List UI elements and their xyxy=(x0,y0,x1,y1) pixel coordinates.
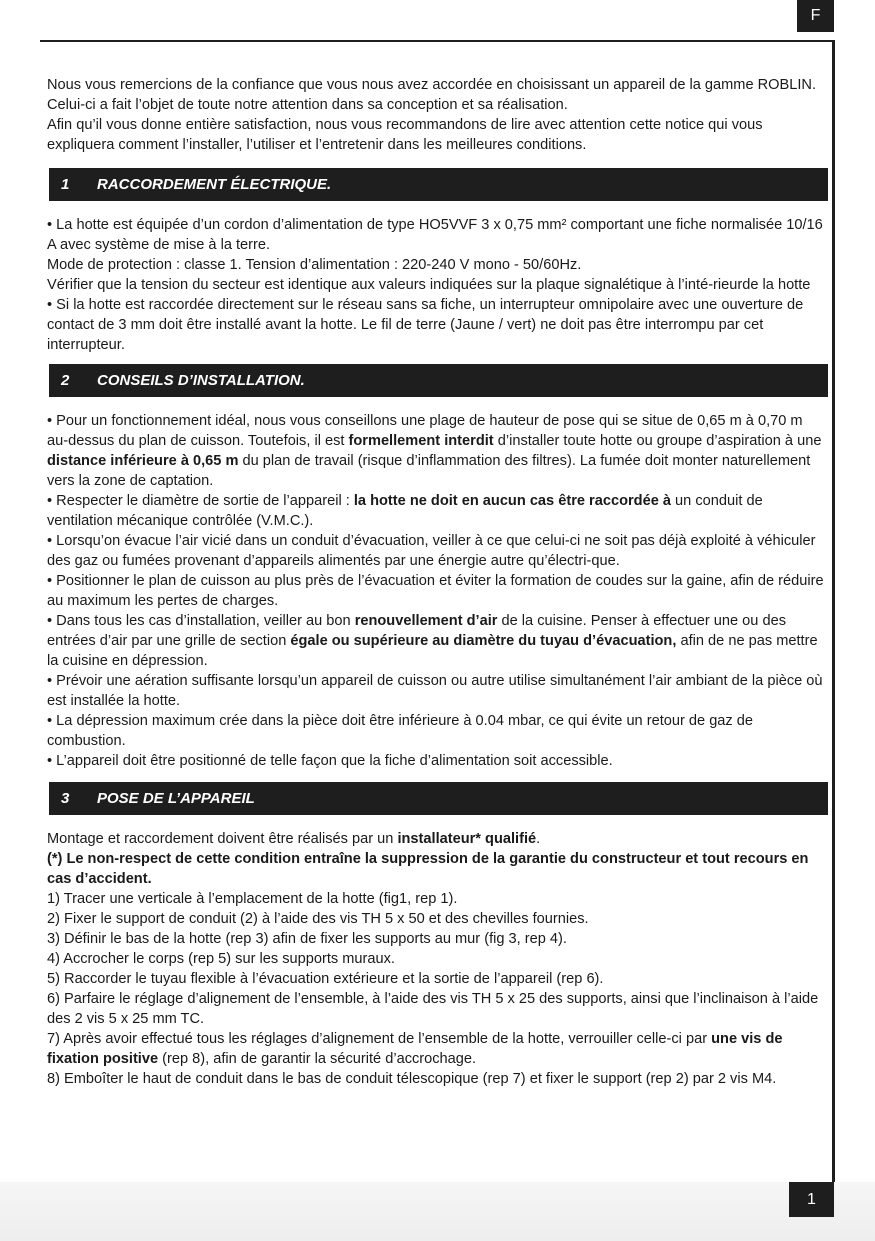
step: 5) Raccorder le tuyau flexible à l’évacuation extérieure et la sortie de l’appareil (rep 6). xyxy=(47,971,604,987)
section-number: 2 xyxy=(61,371,70,389)
step: 3) Définir le bas de la hotte (rep 3) afin de fixer les supports au mur (fig 3, rep 4). xyxy=(47,931,567,947)
text-run: de la cuisine. Penser à effectuer une ou des entrées d’air par une grille de section xyxy=(47,613,786,649)
bold-text: distance inférieure à 0,65 m xyxy=(47,453,239,469)
intro xyxy=(47,75,825,155)
paragraph xyxy=(47,411,825,491)
paragraph xyxy=(47,491,825,531)
paragraph: • La dépression maximum crée dans la pièce doit être inférieure à 0.04 mbar, ce qui évite un retour de gaz de combustion. xyxy=(47,713,754,749)
bold-text: renouvellement d’air xyxy=(354,613,498,629)
paragraph xyxy=(47,611,825,671)
intro-paragraph: Nous vous remercions de la confiance que vous nous avez accordée en choisissant un appareil de la gamme ROBLIN. xyxy=(47,77,817,93)
text-run: • Dans tous les cas d’installation, veiller au bon xyxy=(47,613,355,629)
paragraph: • Si la hotte est raccordée directement sur le réseau sans sa fiche, un interrupteur omnipolaire avec une ouverture de contact de 3 mm doit être installé avant la hotte. Le fil de terre (Jaune / vert) ne doit pas être interrompu par cet interrupteur. xyxy=(47,297,804,353)
bold-text: (*) Le non-respect de cette condition entraîne la suppression de la garantie du constructeur et tout recours en cas d’accident. xyxy=(47,851,809,887)
step: 2) Fixer le support de conduit (2) à l’aide des vis TH 5 x 50 et des chevilles fournies. xyxy=(47,911,589,927)
bold-text: installateur* qualifié xyxy=(397,831,537,847)
paragraph: • Positionner le plan de cuisson au plus près de l’évacuation et éviter la formation de coudes sur la gaine, afin de réduire au maximum les pertes de charges. xyxy=(47,573,824,609)
bold-text: égale ou supérieure au diamètre du tuyau d’évacuation, xyxy=(290,633,677,649)
paragraph: Mode de protection : classe 1. Tension d’alimentation : 220-240 V mono - 50/60Hz. xyxy=(47,257,582,273)
text-run: • Respecter le diamètre de sortie de l’appareil : xyxy=(47,493,354,509)
text-run: . xyxy=(536,831,541,847)
section-body-2 xyxy=(47,411,825,771)
page-number xyxy=(789,1182,834,1217)
bold-text: une vis de fixation positive xyxy=(47,1031,783,1067)
text-run: • Pour un fonctionnement idéal, nous vous conseillons une plage de hauteur de pose qui se situe de 0,65 m à 0,70 m au-dessus du plan de cuisson. Toutefois, il est xyxy=(47,413,803,449)
section-title: CONSEILS D’INSTALLATION. xyxy=(97,371,305,389)
step xyxy=(47,1029,825,1069)
footer-band xyxy=(0,1182,875,1241)
bold-text: la hotte ne doit en aucun cas être raccordée à xyxy=(353,493,671,509)
text-run: afin de ne pas mettre la cuisine en dépression. xyxy=(47,633,818,669)
right-rule xyxy=(832,40,835,1182)
page-number-label: 1 xyxy=(807,1190,816,1208)
section-number: 1 xyxy=(61,175,70,193)
paragraph: • Prévoir une aération suffisante lorsqu’un appareil de cuisson ou autre utilise simultanément l’air ambiant de la pièce où est installée la hotte. xyxy=(47,673,823,709)
section-body-3 xyxy=(47,829,825,1089)
text-run: un conduit de ventilation mécanique contrôlée (V.M.C.). xyxy=(47,493,763,529)
paragraph xyxy=(47,829,825,849)
intro-paragraph: Afin qu’il vous donne entière satisfaction, nous vous recommandons de lire avec attention cette notice qui vous expliquera comment l’installer, l’utiliser et l’entretenir dans les meilleures conditions. xyxy=(47,117,763,153)
section-header-1 xyxy=(49,168,828,201)
paragraph: Vérifier que la tension du secteur est identique aux valeurs indiquées sur la plaque signalétique à l’inté-rieurde la hotte xyxy=(47,277,811,293)
step: 4) Accrocher le corps (rep 5) sur les supports muraux. xyxy=(47,951,395,967)
section-title: POSE DE L’APPAREIL xyxy=(97,789,255,807)
step: 8) Emboîter le haut de conduit dans le bas de conduit télescopique (rep 7) et fixer le support (rep 2) par 2 vis M4. xyxy=(47,1071,777,1087)
text-run: 7) Après avoir effectué tous les réglages d’alignement de l’ensemble de la hotte, verrouiller celle-ci par xyxy=(47,1031,712,1047)
language-tab-label: F xyxy=(810,7,821,24)
text-run: du plan de travail (risque d’inflammation des filtres). La fumée doit monter naturellement vers la zone de captation. xyxy=(47,453,811,489)
paragraph: • La hotte est équipée d’un cordon d’alimentation de type HO5VVF 3 x 0,75 mm² comportant une fiche normalisée 10/16 A avec système de mise à la terre. xyxy=(47,217,823,253)
section-header-2 xyxy=(49,364,828,397)
step: 1) Tracer une verticale à l’emplacement de la hotte (fig1, rep 1). xyxy=(47,891,458,907)
bold-text: formellement interdit xyxy=(348,433,494,449)
section-body-1 xyxy=(47,215,825,355)
section-header-3 xyxy=(49,782,828,815)
section-title: RACCORDEMENT ÉLECTRIQUE. xyxy=(97,175,332,193)
warning-paragraph xyxy=(47,849,825,889)
step: 6) Parfaire le réglage d’alignement de l’ensemble, à l’aide des vis TH 5 x 25 des supports, ainsi que l’inclinaison à l’aide des 2 vis 5 x 25 mm TC. xyxy=(47,991,819,1027)
text-run: (rep 8), afin de garantir la sécurité d’accrochage. xyxy=(158,1051,477,1067)
intro-paragraph: Celui-ci a fait l’objet de toute notre attention dans sa conception et sa réalisation. xyxy=(47,97,568,113)
text-run: Montage et raccordement doivent être réalisés par un xyxy=(47,831,398,847)
document-body xyxy=(47,75,825,1089)
text-run: d’installer toute hotte ou groupe d’aspiration à une xyxy=(493,433,822,449)
language-tab xyxy=(797,0,834,32)
section-number: 3 xyxy=(61,789,70,807)
top-rule xyxy=(40,40,835,42)
paragraph: • Lorsqu’on évacue l’air vicié dans un conduit d’évacuation, veiller à ce que celui-ci ne soit pas déjà exploité à véhiculer des gaz ou fumées provenant d’appareils alimentés par une énergie autre qu’électri-que. xyxy=(47,533,816,569)
paragraph: • L’appareil doit être positionné de telle façon que la fiche d’alimentation soit accessible. xyxy=(47,753,613,769)
